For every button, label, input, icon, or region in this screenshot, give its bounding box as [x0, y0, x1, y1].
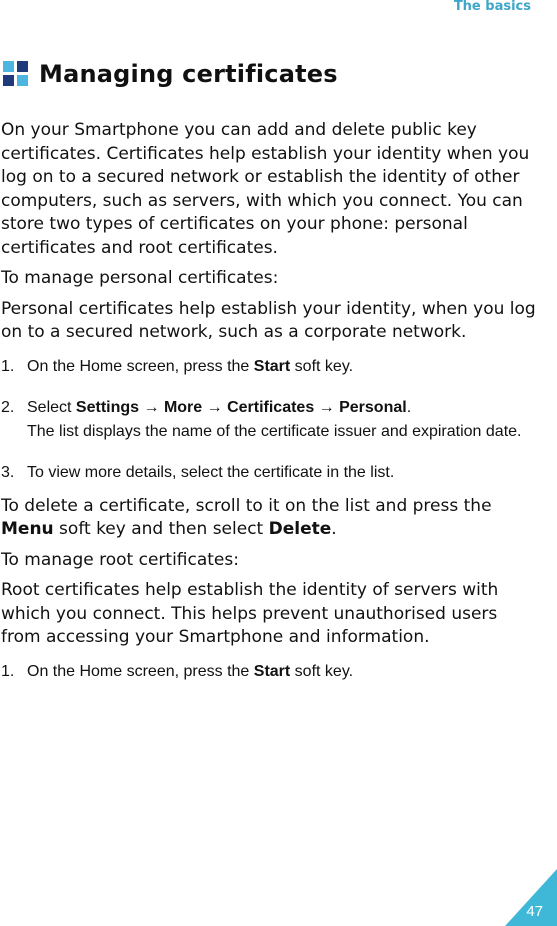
- grid-icon: [3, 61, 29, 87]
- list-item: [1, 398, 541, 418]
- intro-paragraph: On your Smartphone you can add and delete public key certificates. Certificates help establish your identity when you log on to a secured network or establish the identity of other computers, such as servers, with which you connect. You can store two types of certificates on your phone: personal certificates and root certificates.: [1, 120, 530, 258]
- delete-paragraph: To delete a certificate, scroll to it on the list and press the Menu soft key and then select Delete.: [1, 495, 492, 539]
- step-text: To view more details, select the certificate in the list.: [27, 463, 395, 481]
- step-number: 3.: [1, 463, 15, 481]
- manage-personal-heading: To manage personal certificates:: [1, 268, 279, 288]
- root-steps-list: [1, 662, 541, 682]
- step-number: 1.: [1, 357, 15, 375]
- step-number: 1.: [1, 662, 15, 680]
- manage-root-heading: To manage root certificates:: [1, 549, 239, 570]
- personal-steps-list: [1, 357, 541, 483]
- section-title: [3, 60, 338, 88]
- step-text: Select Settings → More → Certificates → Personal.: [27, 398, 412, 416]
- list-item: [1, 357, 541, 377]
- page-title: Managing certificates: [39, 60, 338, 88]
- step-number: 2.: [1, 398, 15, 416]
- step-text: On the Home screen, press the Start soft key.: [27, 357, 354, 375]
- page-number: 47: [526, 903, 543, 920]
- root-description: Root certificates help establish the identity of servers with which you connect. This helps prevent unauthorised users from accessing your Smartphone and information.: [1, 580, 499, 647]
- personal-description: Personal certificates help establish your identity, when you log on to a secured network, such as a corporate network.: [1, 298, 536, 342]
- step-note: The list displays the name of the certificate issuer and expiration date.: [27, 422, 522, 440]
- list-item: [1, 463, 541, 483]
- section-header: The basics: [453, 0, 531, 14]
- step-text: On the Home screen, press the Start soft key.: [27, 662, 354, 680]
- document-body: [1, 119, 541, 682]
- list-item: [1, 662, 541, 682]
